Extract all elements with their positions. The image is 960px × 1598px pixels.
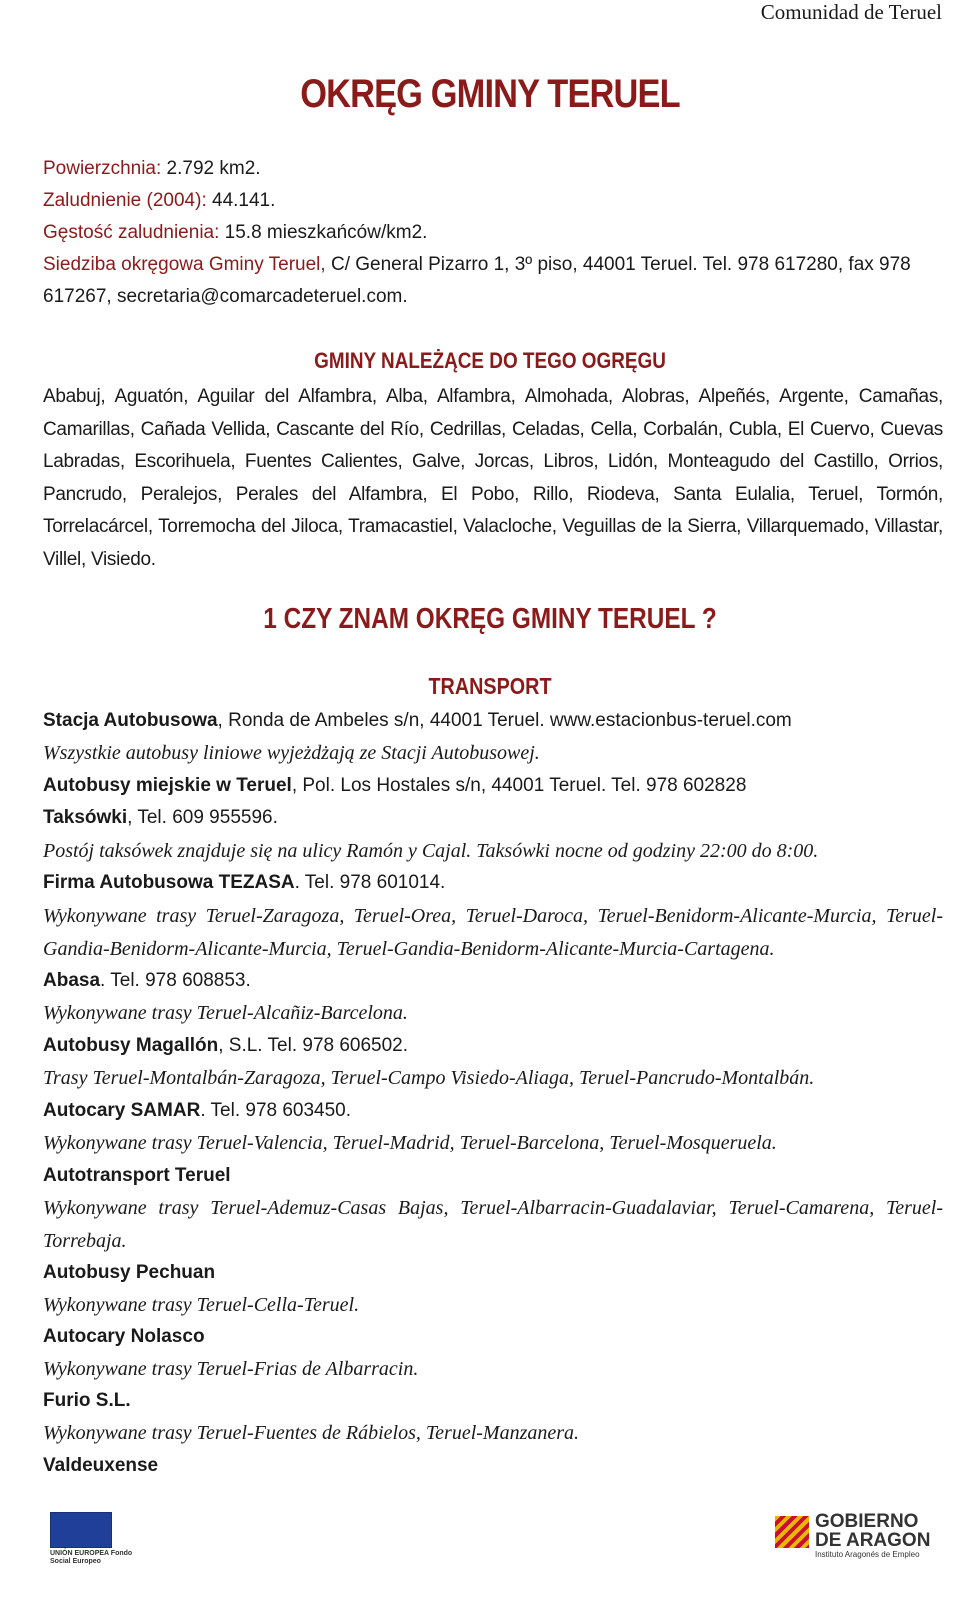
seat-info	[43, 249, 943, 313]
transport-entry	[43, 802, 943, 835]
transport-note: Wykonywane trasy Teruel-Valencia, Teruel-Madrid, Teruel-Barcelona, Teruel-Mosqueruela.	[43, 1132, 777, 1154]
transport-entry-name: Autocary SAMAR	[43, 1100, 201, 1121]
transport-entry	[43, 867, 943, 900]
transport-entry	[43, 965, 943, 998]
transport-note: Trasy Teruel-Montalbán-Zaragoza, Teruel-Campo Visiedo-Aliaga, Teruel-Pancrudo-Montalbán.	[43, 1067, 815, 1089]
transport-note: Wykonywane trasy Teruel-Ademuz-Casas Bajas, Teruel-Albarracin-Guadalaviar, Teruel-Camarena, Teruel-Torrebaja.	[43, 1197, 943, 1252]
transport-note: Wykonywane trasy Teruel-Fuentes de Rábielos, Teruel-Manzanera.	[43, 1422, 580, 1444]
stat-density	[43, 217, 943, 249]
transport-entry	[43, 1095, 943, 1128]
towns-heading: GMINY NALEŻĄCE DO TEGO OGRĘGU	[314, 348, 666, 373]
transport-entry-details: , Ronda de Ambeles s/n, 44001 Teruel. www.estacionbus-teruel.com	[217, 710, 792, 731]
seat-text: C/ General Pizarro 1, 3º piso, 44001 Teruel. Tel. 978 617280, fax 978 617267, secretaria@comarcadeteruel.com.	[43, 254, 911, 307]
eu-logo-text: UNIÓN EUROPEA Fondo Social Europeo	[50, 1550, 133, 1565]
transport-entry-details: , S.L. Tel. 978 606502.	[218, 1035, 409, 1056]
transport-note: Wykonywane trasy Teruel-Frias de Albarracin.	[43, 1358, 419, 1380]
transport-note: Wykonywane trasy Teruel-Alcañiz-Barcelona.	[43, 1002, 408, 1024]
page-title: OKRĘG GMINY TERUEL	[300, 72, 680, 116]
stat-area	[43, 153, 943, 185]
transport-note: Wykonywane trasy Teruel-Zaragoza, Teruel-Orea, Teruel-Daroca, Teruel-Benidorm-Alicante-Murcia, Teruel-Gandia-Benidorm-Alicante-Murcia, Teruel-Gandia-Benidorm-Alicante-Murcia-Cartagena.	[43, 905, 943, 960]
transport-entry	[43, 1385, 943, 1418]
transport-entry	[43, 1321, 943, 1354]
aragon-logo-title: GOBIERNO DE ARAGON	[815, 1511, 931, 1551]
towns-list: Ababuj, Aguatón, Aguilar del Alfambra, Alba, Alfambra, Almohada, Alobras, Alpeñés, Argente, Camañas, Camarillas, Cañada Vellida, Cascante del Río, Cedrillas, Celadas, Cella, Corbalán, Cubla, El Cuervo, Cuevas Labradas, Escorihuela, Fuentes Calientes, Galve, Jorcas, Libros, Lidón, Monteagudo del Castillo, Orrios, Pancrudo, Peralejos, Perales del Alfambra, El Pobo, Rillo, Riodeva, Santa Eulalia, Teruel, Tormón, Torrelacárcel, Torremocha del Jiloca, Tramacastiel, Valacloche, Veguillas de la Sierra, Villarquemado, Villastar, Villel, Visiedo.	[43, 386, 943, 570]
stat-population	[43, 185, 943, 217]
transport-entry	[43, 1257, 943, 1290]
stat-density-value: 15.8 mieszkańców/km2.	[219, 222, 428, 243]
transport-entry-name: Furio S.L.	[43, 1390, 131, 1411]
transport-entry-name: Autotransport Teruel	[43, 1165, 231, 1186]
transport-entry	[43, 770, 943, 803]
stat-density-label: Gęstość zaludnienia:	[43, 222, 220, 243]
transport-entry-details: . Tel. 978 608853.	[100, 970, 251, 991]
stat-area-label: Powierzchnia:	[43, 158, 162, 179]
question-heading: 1 CZY ZNAM OKRĘG GMINY TERUEL ?	[263, 603, 717, 635]
eu-flag-icon	[50, 1512, 112, 1548]
transport-note: Wszystkie autobusy liniowe wyjeżdżają ze Stacji Autobusowej.	[43, 742, 540, 764]
transport-entry	[43, 705, 943, 738]
transport-entry-name: Autobusy Magallón	[43, 1035, 219, 1056]
stat-area-value: 2.792 km2.	[161, 158, 261, 179]
transport-entry	[43, 1160, 943, 1193]
transport-entry-name: Abasa	[43, 970, 101, 991]
header-region: Comunidad de Teruel	[760, 0, 942, 24]
transport-entry-details: . Tel. 978 601014.	[294, 872, 446, 893]
transport-note: Postój taksówek znajduje się na ulicy Ramón y Cajal. Taksówki nocne od godziny 22:00 do 8:00.	[43, 840, 819, 862]
transport-note: Wykonywane trasy Teruel-Cella-Teruel.	[43, 1294, 360, 1316]
transport-entry-name: Taksówki	[43, 807, 128, 828]
aragon-flag-icon	[775, 1516, 809, 1548]
aragon-logo	[775, 1512, 945, 1568]
transport-entry-name: Stacja Autobusowa	[43, 710, 218, 731]
transport-heading: TRANSPORT	[428, 673, 552, 699]
transport-entry-name: Autocary Nolasco	[43, 1326, 205, 1347]
transport-entry	[43, 1030, 943, 1063]
eu-logo	[50, 1512, 140, 1564]
transport-entry-details: . Tel. 978 603450.	[200, 1100, 352, 1121]
transport-entry-details: , Pol. Los Hostales s/n, 44001 Teruel. Tel. 978 602828	[291, 775, 747, 796]
transport-entry-name: Autobusy miejskie w Teruel	[43, 775, 292, 796]
seat-label: Siedziba okręgowa Gminy Teruel,	[43, 254, 326, 275]
transport-entry-name: Firma Autobusowa TEZASA	[43, 872, 295, 893]
transport-entry	[43, 1450, 943, 1483]
stat-population-value: 44.141.	[206, 190, 276, 211]
transport-entry-details: , Tel. 609 955596.	[127, 807, 278, 828]
transport-entry-name: Valdeuxense	[43, 1455, 159, 1476]
stat-population-label: Zaludnienie (2004):	[43, 190, 207, 211]
aragon-logo-sub: Instituto Aragonés de Empleo	[815, 1550, 920, 1559]
transport-entry-name: Autobusy Pechuan	[43, 1262, 216, 1283]
